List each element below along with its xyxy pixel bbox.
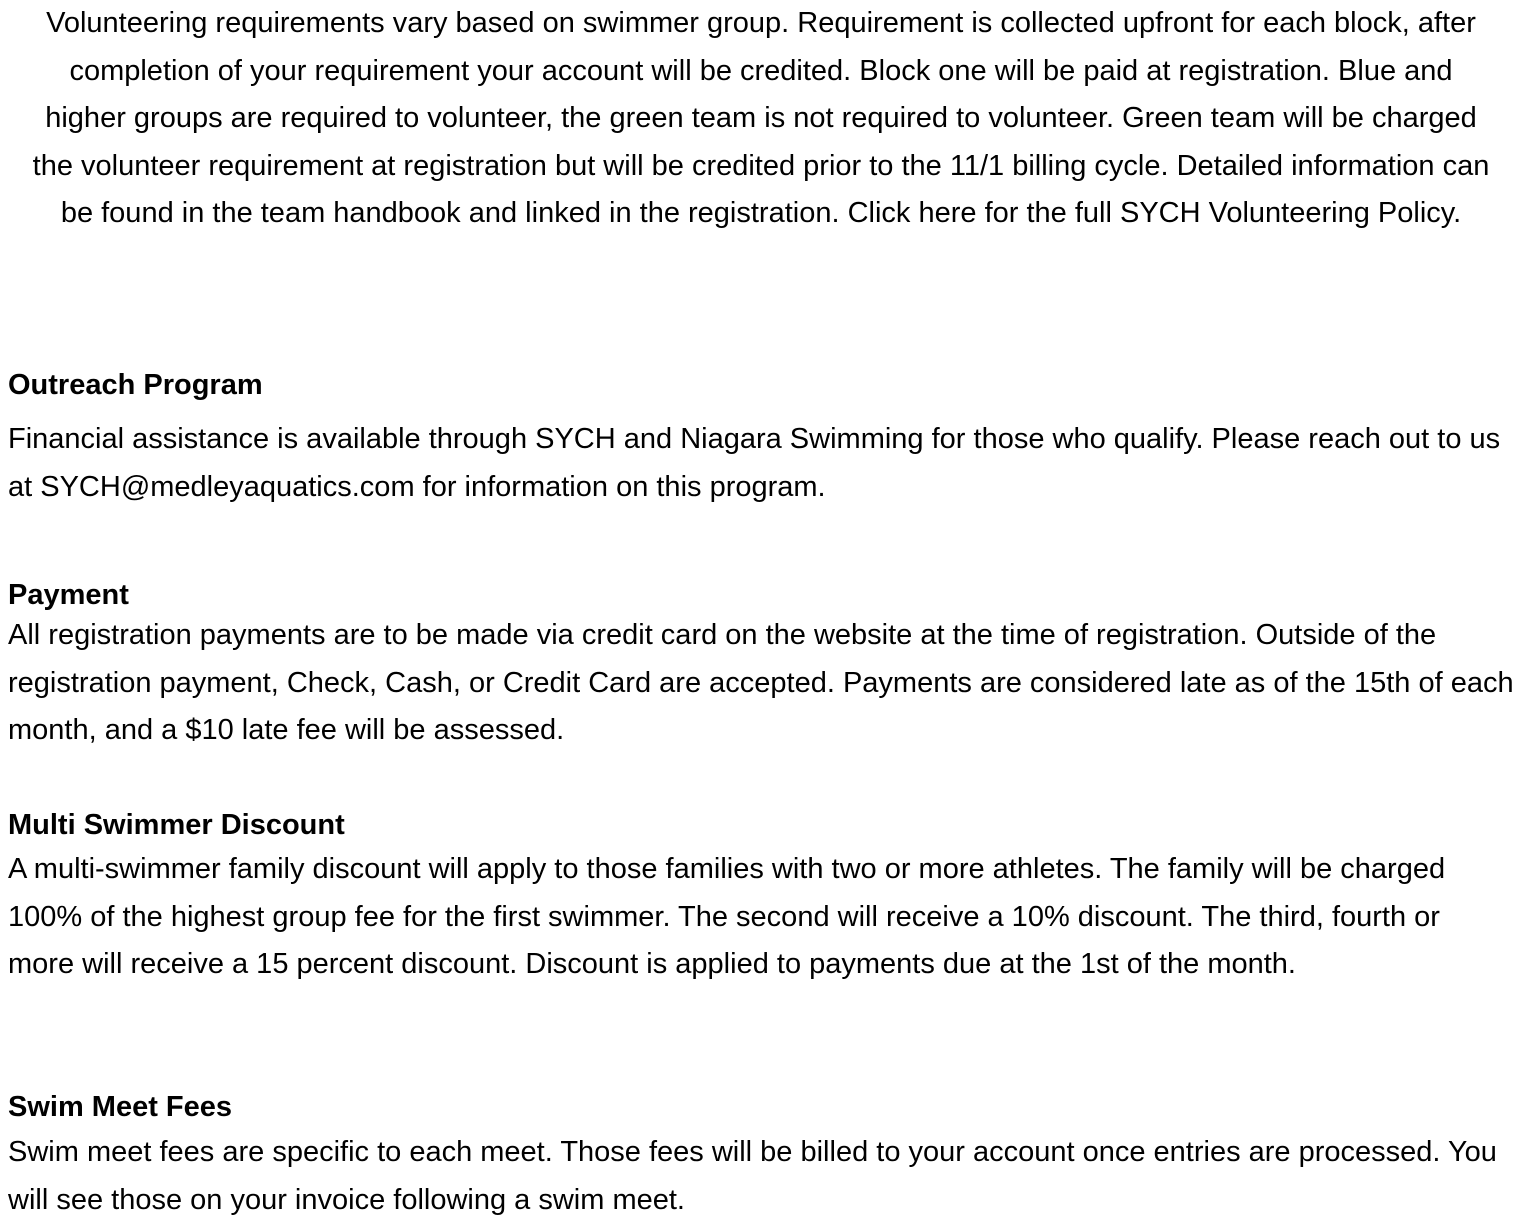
section-body-multi-swimmer-discount: A multi-swimmer family discount will apply to those families with two or more athletes. The family will be charged 100% of the highest group fee for the first swimmer. The second will receive a 10% discount. The third, fourth or more will receive a 15 percent discount. Discount is applied to payments due at the 1st of the month. xyxy=(8,853,1446,980)
section-body-payment: All registration payments are to be made via credit card on the website at the time of registration. Outside of the registration payment, Check, Cash, or Credit Card are accepted. Payments are considered late as of the 15th of each month, and a $10 late fee will be assessed. xyxy=(8,619,1514,746)
section-heading-multi-swimmer-discount: Multi Swimmer Discount xyxy=(8,809,345,841)
section-heading-swim-meet-fees: Swim Meet Fees xyxy=(8,1091,233,1123)
intro-text-before-link: Volunteering requirements vary based on swimmer group. Requirement is collected upfront for each block, after completion of your requirement your account will be credited. Block one will be paid at registration. Blue and higher groups are required to volunteer, the green team is not required to volunteer. Green team will be charged the volunteer requirement at registration but will be credited prior to the 11/1 billing cycle. Detailed information can be found in the team handbook and linked in the registration. xyxy=(32,7,1490,229)
intro-paragraph xyxy=(0,0,1522,238)
section-body-swim-meet-fees: Swim meet fees are specific to each meet. Those fees will be billed to your account once entries are processed. You will see those on your invoice following a swim meet. xyxy=(8,1136,1497,1216)
section-heading-payment: Payment xyxy=(8,579,129,611)
section-body-outreach-program: Financial assistance is available through SYCH and Niagara Swimming for those who qualify. Please reach out to us at SYCH@medleyaquatics.com for information on this program. xyxy=(8,423,1501,503)
section-heading-outreach-program: Outreach Program xyxy=(8,369,263,401)
volunteering-policy-link[interactable]: Click here xyxy=(847,197,977,229)
intro-text-after-link: for the full SYCH Volunteering Policy. xyxy=(976,197,1462,229)
